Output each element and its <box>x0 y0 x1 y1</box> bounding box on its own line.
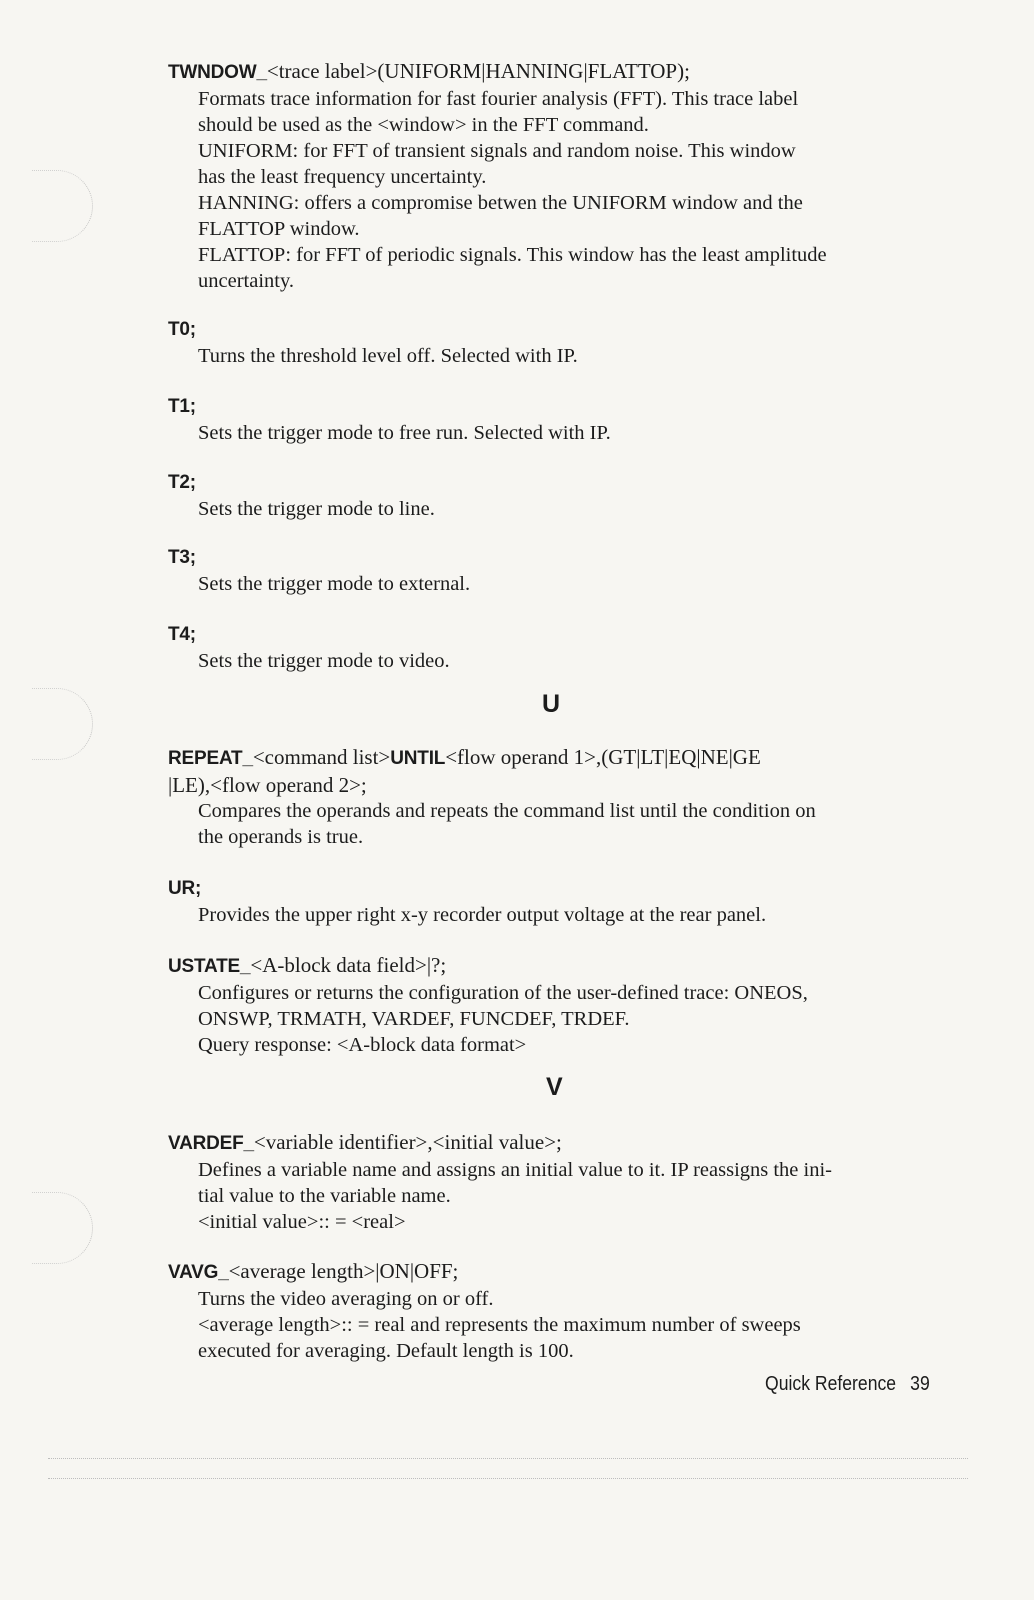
description-line: Sets the trigger mode to free run. Selected with IP. <box>198 422 611 444</box>
description-line: should be used as the <window> in the FFT command. <box>198 114 649 136</box>
entry-signature <box>168 620 968 648</box>
entry-vavg <box>168 1258 968 1364</box>
command-keyword: T1; <box>168 396 196 417</box>
entry-signature <box>168 1129 968 1157</box>
page-number: 39 <box>910 1373 930 1395</box>
description-line: Sets the trigger mode to line. <box>198 498 435 520</box>
section-letter-u: U <box>542 690 561 718</box>
command-args: |LE),<flow operand 2>; <box>168 773 367 797</box>
entry-description <box>198 86 968 294</box>
command-keyword: VAVG_ <box>168 1262 229 1283</box>
entry-description <box>198 1157 968 1235</box>
description-line: Provides the upper right x-y recorder output voltage at the rear panel. <box>198 904 767 926</box>
command-keyword: T4; <box>168 624 196 645</box>
description-line: ONSWP, TRMATH, VARDEF, FUNCDEF, TRDEF. <box>198 1008 630 1030</box>
command-args: <command list> <box>252 745 391 769</box>
command-keyword: UNTIL <box>390 748 446 769</box>
entry-description <box>198 571 968 597</box>
entry-signature-continued <box>168 772 968 798</box>
command-args: <average length>|ON|OFF; <box>228 1259 459 1283</box>
command-args: <trace label>(UNIFORM|HANNING|FLATTOP); <box>266 59 690 83</box>
command-keyword: TWNDOW_ <box>168 62 267 83</box>
entry-t1 <box>168 392 968 446</box>
entry-signature <box>168 58 968 86</box>
description-line: FLATTOP: for FFT of periodic signals. This window has the least amplitude <box>198 244 827 266</box>
description-line: Configures or returns the configuration of the user-defined trace: ONEOS, <box>198 982 808 1004</box>
entry-repeat <box>168 744 968 850</box>
scan-dotted-line-1 <box>48 1458 968 1459</box>
description-line: <average length>:: = real and represents the maximum number of sweeps <box>198 1314 801 1336</box>
entry-signature <box>168 392 968 420</box>
command-args: <A-block data field>|?; <box>250 953 447 977</box>
description-line: Sets the trigger mode to video. <box>198 650 450 672</box>
entry-signature <box>168 543 968 571</box>
entry-vardef <box>168 1129 968 1235</box>
section-letter-v: V <box>546 1073 563 1101</box>
entry-ustate <box>168 952 968 1058</box>
description-line: has the least frequency uncertainty. <box>198 166 487 188</box>
entry-t4 <box>168 620 968 674</box>
entry-description <box>198 420 968 446</box>
description-line: executed for averaging. Default length is 100. <box>198 1340 574 1362</box>
description-line: tial value to the variable name. <box>198 1185 451 1207</box>
entry-description <box>198 1286 968 1364</box>
description-line: HANNING: offers a compromise betwen the UNIFORM window and the <box>198 192 803 214</box>
description-line: Query response: <A-block data format> <box>198 1034 527 1056</box>
command-keyword: T2; <box>168 472 196 493</box>
binder-hole-2 <box>32 688 93 760</box>
entry-t2 <box>168 468 968 522</box>
entry-description <box>198 902 968 928</box>
description-line: the operands is true. <box>198 826 364 848</box>
description-line: Formats trace information for fast fourier analysis (FFT). This trace label <box>198 88 799 110</box>
command-keyword: T3; <box>168 547 196 568</box>
entry-signature <box>168 1258 968 1286</box>
entry-description <box>198 343 968 369</box>
description-line: Defines a variable name and assigns an initial value to it. IP reassigns the ini- <box>198 1159 832 1181</box>
entry-description <box>198 980 968 1058</box>
page-footer <box>765 1373 944 1396</box>
binder-hole-3 <box>32 1192 93 1264</box>
entry-signature <box>168 468 968 496</box>
description-line: UNIFORM: for FFT of transient signals and random noise. This window <box>198 140 796 162</box>
entry-signature <box>168 315 968 343</box>
entry-signature <box>168 952 968 980</box>
command-keyword: UR; <box>168 878 202 899</box>
entry-signature <box>168 744 968 772</box>
entry-description <box>198 648 968 674</box>
command-keyword: T0; <box>168 319 196 340</box>
entry-twndow <box>168 58 968 294</box>
command-keyword: VARDEF_ <box>168 1133 254 1154</box>
description-line: Compares the operands and repeats the command list until the condition on <box>198 800 816 822</box>
command-args: <flow operand 1>,(GT|LT|EQ|NE|GE <box>445 745 761 769</box>
command-args: <variable identifier>,<initial value>; <box>253 1130 562 1154</box>
footer-title: Quick Reference <box>765 1373 897 1395</box>
command-keyword: USTATE_ <box>168 956 251 977</box>
entry-t3 <box>168 543 968 597</box>
description-line: Sets the trigger mode to external. <box>198 573 471 595</box>
entry-description <box>198 798 968 850</box>
entry-signature <box>168 874 968 902</box>
description-line: <initial value>:: = <real> <box>198 1211 406 1233</box>
scan-dotted-line-2 <box>48 1478 968 1479</box>
description-line: uncertainty. <box>198 270 295 292</box>
entry-t0 <box>168 315 968 369</box>
description-line: Turns the threshold level off. Selected with IP. <box>198 345 578 367</box>
description-line: Turns the video averaging on or off. <box>198 1288 494 1310</box>
description-line: FLATTOP window. <box>198 218 360 240</box>
entry-ur <box>168 874 968 928</box>
entry-description <box>198 496 968 522</box>
command-keyword: REPEAT_ <box>168 748 253 769</box>
binder-hole-1 <box>32 170 93 242</box>
